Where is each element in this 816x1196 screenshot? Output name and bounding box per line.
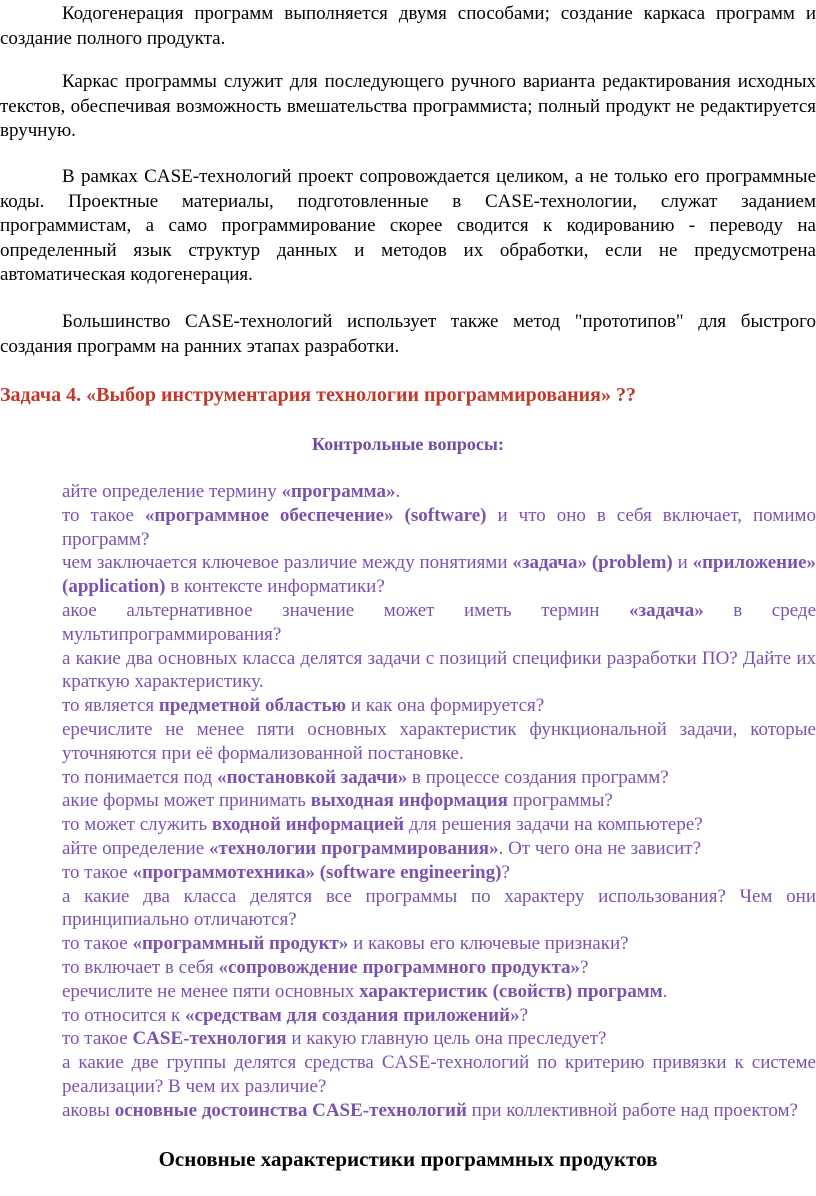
question-text: программы? bbox=[507, 790, 613, 812]
question-text: то такое bbox=[62, 504, 145, 526]
question-term: «постановкой задачи» bbox=[217, 766, 408, 788]
question-term: основные достоинства CASE-технологий bbox=[114, 1099, 467, 1121]
question-text: в среде мультипрограммирования? bbox=[62, 599, 816, 645]
question-text: то относится к bbox=[62, 1004, 186, 1026]
question-item bbox=[62, 861, 816, 885]
question-item bbox=[62, 718, 816, 766]
question-term: характеристик (свойств) программ bbox=[359, 980, 663, 1002]
question-text: а какие два основных класса делятся задачи с позиций специфики разработки ПО? Дайте их краткую характеристику. bbox=[62, 647, 816, 693]
paragraph-case-project: В рамках CASE-технологий проект сопровождается целиком, а не только его программные коды. Проектные материалы, подготовленные в CASE-технологии, служат заданием программистам, а само программирование скорее сводится к кодированию - переводу на определенный язык структур данных и методов их обработки, если не предусмотрена автоматическая кодогенерация. bbox=[0, 166, 816, 285]
question-item bbox=[62, 885, 816, 933]
question-text: для решения задачи на компьютере? bbox=[404, 814, 703, 836]
question-text: в процессе создания программ? bbox=[407, 766, 669, 788]
question-text: . От чего она не зависит? bbox=[498, 837, 702, 859]
question-text: ? bbox=[501, 861, 510, 883]
question-term: «технологии программирования» bbox=[208, 837, 499, 859]
question-term: «программный продукт» bbox=[132, 933, 349, 955]
control-questions-heading: Контрольные вопросы: bbox=[312, 434, 504, 454]
question-text: и как она формируется? bbox=[346, 695, 545, 717]
question-term: входной информацией bbox=[211, 814, 405, 836]
question-item bbox=[62, 1051, 816, 1099]
question-term: выходная информация bbox=[310, 790, 508, 812]
question-term: «программное обеспечение» (software) bbox=[144, 504, 487, 526]
question-item bbox=[62, 599, 816, 647]
question-term: «средствам для создания приложений» bbox=[185, 1004, 520, 1026]
paragraph-prototypes: Большинство CASE-технологий использует также метод "прототипов" для быстрого создания программ на ранних этапах разработки. bbox=[0, 311, 816, 357]
paragraph-codegen-methods: Кодогенерация программ выполняется двумя способами; создание каркаса программ и создание полного продукта. bbox=[0, 3, 816, 49]
question-item bbox=[62, 1099, 816, 1123]
question-text: чем заключается ключевое различие между понятиями bbox=[62, 552, 513, 574]
question-text: и bbox=[672, 552, 693, 574]
question-text: то включает в себя bbox=[62, 956, 219, 978]
question-item bbox=[62, 837, 816, 861]
question-item bbox=[62, 1004, 816, 1028]
question-text: то такое bbox=[62, 861, 133, 883]
question-text: еречислите не менее пяти основных bbox=[62, 980, 360, 1002]
question-text: ? bbox=[580, 956, 589, 978]
question-text: в контексте информатики? bbox=[165, 576, 385, 598]
question-item bbox=[62, 1027, 816, 1051]
question-text: то такое bbox=[62, 933, 133, 955]
question-item bbox=[62, 551, 816, 599]
question-item bbox=[62, 813, 816, 837]
control-questions-list bbox=[62, 480, 816, 1123]
question-term: «сопровождение программного продукта» bbox=[218, 956, 581, 978]
task-heading: Задача 4. «Выбор инструментария технологии программирования» ?? bbox=[0, 384, 636, 406]
question-item bbox=[62, 694, 816, 718]
question-item bbox=[62, 504, 816, 552]
question-term: CASE-технология bbox=[132, 1028, 287, 1050]
question-term: «программа» bbox=[281, 481, 396, 502]
question-text: . bbox=[395, 481, 401, 502]
question-text: айте определение bbox=[62, 837, 209, 859]
question-term: «приложение» (application) bbox=[62, 552, 816, 598]
question-text: и какую главную цель она преследует? bbox=[286, 1028, 607, 1050]
question-text: еречислите не менее пяти основных характеристик функциональной задачи, которые уточняются при её формализованной постановке. bbox=[62, 718, 816, 764]
paragraph-program-skeleton: Каркас программы служит для последующего ручного варианта редактирования исходных текстов, обеспечивая возможность вмешательства программиста; полный продукт не редактируется вручную. bbox=[0, 71, 816, 141]
question-text: то может служить bbox=[62, 814, 212, 836]
question-item bbox=[62, 956, 816, 980]
question-text: аковы bbox=[62, 1099, 115, 1121]
question-term: «задача» bbox=[629, 599, 704, 621]
question-text: . bbox=[662, 980, 668, 1002]
question-item bbox=[62, 789, 816, 813]
question-text: и что оно в себя включает, помимо программ? bbox=[62, 504, 816, 550]
question-text: акие формы может принимать bbox=[62, 790, 311, 812]
question-text: а какие два класса делятся все программы по характеру использования? Чем они принципиально отличаются? bbox=[62, 885, 816, 931]
question-text: то понимается под bbox=[62, 766, 218, 788]
section-title: Основные характеристики программных продуктов bbox=[158, 1147, 658, 1171]
question-text: и каковы его ключевые признаки? bbox=[348, 933, 629, 955]
question-text: то такое bbox=[62, 1028, 133, 1050]
question-item bbox=[62, 480, 816, 504]
question-term: предметной областью bbox=[158, 695, 347, 717]
question-text: акое альтернативное значение может иметь термин bbox=[62, 599, 629, 621]
question-text: а какие две группы делятся средства CASE-технологий по критерию привязки к системе реализации? В чем их различие? bbox=[62, 1052, 816, 1097]
question-item bbox=[62, 766, 816, 790]
question-term: «задача» (problem) bbox=[512, 552, 673, 574]
question-term: «программотехника» (software engineering) bbox=[132, 861, 502, 883]
question-text: при коллективной работе над проектом? bbox=[466, 1099, 798, 1121]
question-text: айте определение термину bbox=[62, 481, 282, 502]
question-item bbox=[62, 980, 816, 1004]
question-text: ? bbox=[519, 1004, 529, 1026]
question-text: то является bbox=[62, 695, 159, 717]
question-item bbox=[62, 647, 816, 695]
question-item bbox=[62, 932, 816, 956]
